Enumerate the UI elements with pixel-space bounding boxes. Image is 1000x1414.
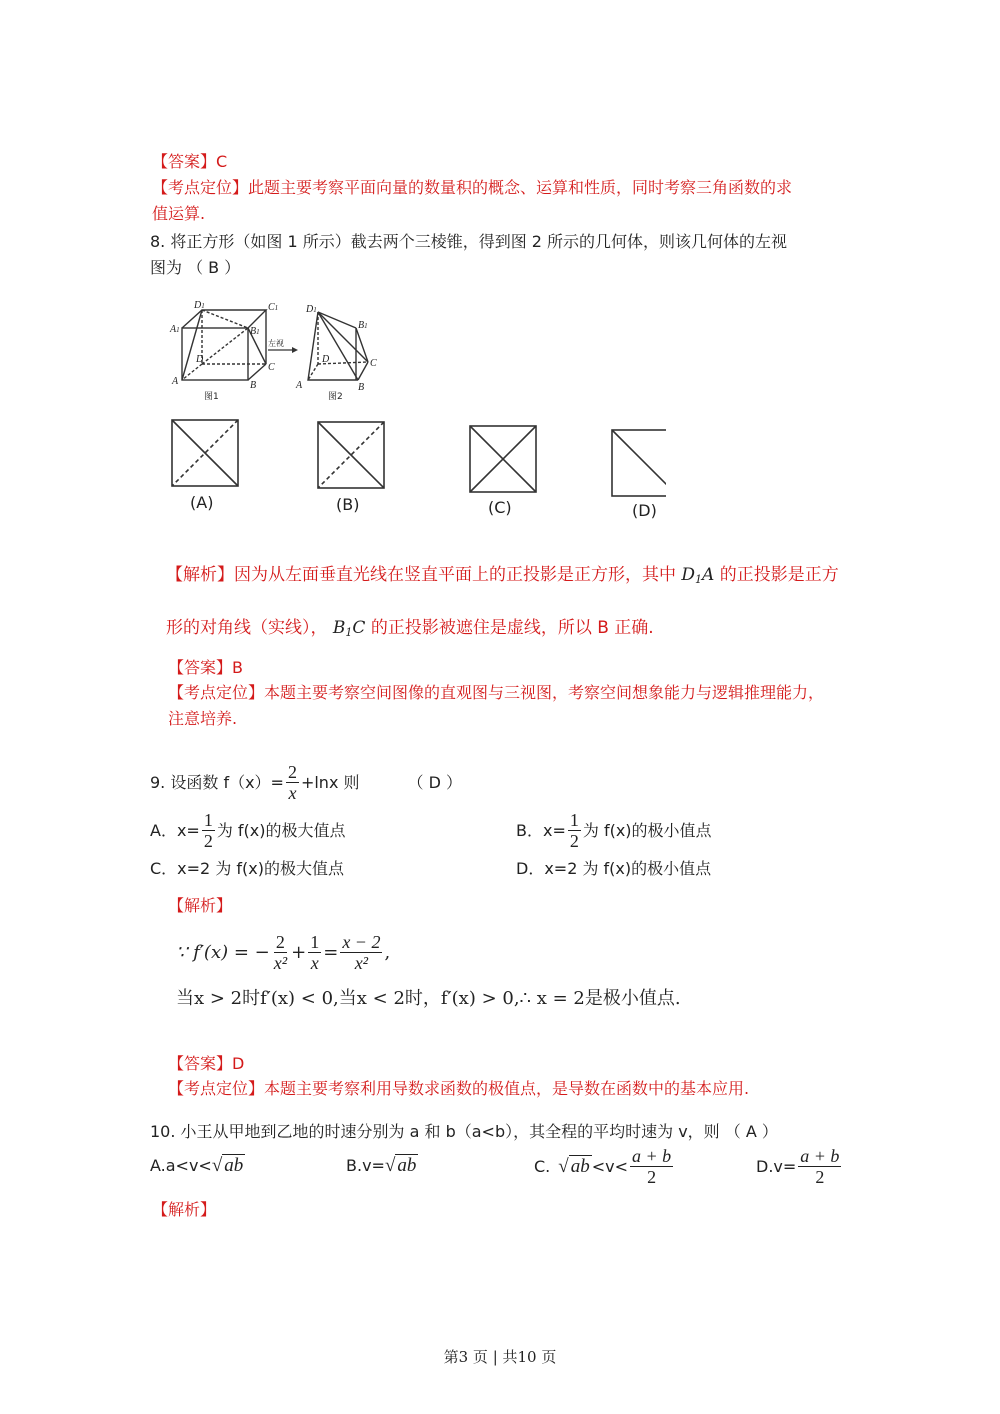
option-a-label: (A) [190,493,214,512]
fig1-cube [182,310,266,380]
page-footer: 第3 页 | 共10 页 [443,1348,557,1366]
segment-d1a: $D_1A$ [681,565,715,586]
q10-option-d: D.v= $\frac{a + b}{2}$ [756,1146,840,1187]
q8-kaodian-line1: 【考点定位】本题主要考察空间图像的直观图与三视图，考察空间想象能力与逻辑推理能力， [168,683,825,702]
q7-answer: 【答案】C [152,152,228,171]
q8-jiexi-2a: 形的对角线（实线）， [166,618,328,638]
arrow-label: 左视 [268,339,284,348]
svg-text:A: A [172,376,179,387]
fig1-caption: 图1 [204,392,219,402]
option-c-label: (C) [488,498,512,517]
q9-stem: 9. 设函数 f（x）= $\frac{2}{x}$ +lnx 则 （ D ） [150,762,463,803]
q7-kaodian-line1: 【考点定位】此题主要考察平面向量的数量积的概念、运算和性质，同时考察三角函数的求 [152,178,793,197]
q9-jiexi-label: 【解析】 [168,896,233,915]
q10-jiexi-label: 【解析】 [152,1200,217,1219]
option-d-square [612,430,666,496]
deriv-fraction-2: $\frac{1}{x}$ [310,932,320,973]
q9-option-b: B．x= $\frac{1}{2}$ 为 f(x)的极小值点 [516,810,712,851]
q9-option-d: D．x=2 为 f(x)的极小值点 [516,859,712,878]
q8-jiexi-line1 [166,562,839,593]
q10-stem: 10. 小王从甲地到乙地的时速分别为 a 和 b（a<b），其全程的平均时速为 v，则 （ A ） [150,1122,778,1141]
fig2-caption: 图2 [328,392,343,402]
sqrt-icon: √ ab [384,1155,417,1176]
sqrt-icon: √ ab [211,1155,244,1176]
q8-jiexi-line2 [166,615,654,646]
q9-answer: 【答案】D [168,1054,245,1073]
svg-text:C: C [370,358,377,369]
q9-option-a-fraction: $\frac{1}{2}$ [203,810,213,851]
option-c-square [470,426,536,492]
q7-kaodian-line2: 值运算. [152,204,206,223]
svg-text:D: D [196,354,204,365]
q8-stem-line1: 8. 将正方形（如图 1 所示）截去两个三棱锥，得到图 2 所示的几何体，则该几何体的左视 [150,232,788,251]
q9-option-c: C．x=2 为 f(x)的极大值点 [150,859,344,878]
q9-derivative: ∵ f′(x) = − $\frac{2}{\text{x²}}$ + $\frac{1}{x}$ = $\frac{x - 2}{\text{x²}}$ , [176,932,391,973]
svg-text:B: B [250,380,257,391]
arrow-head-icon [292,347,298,353]
q9-derivation-line2: 当x > 2时f′(x) < 0,当x < 2时，f′(x) > 0,∴ x = 2是极小值点. [176,988,681,1009]
svg-text:A: A [296,380,303,391]
q8-option-figures [166,416,666,520]
sqrt-icon: √ ab [558,1155,590,1177]
svg-text:B1: B1 [250,326,260,337]
svg-text:D1: D1 [194,300,205,311]
svg-text:D: D [322,354,330,365]
q8-answer: 【答案】B [168,658,243,677]
q8-solid-figures [168,298,388,402]
deriv-fraction-3: $\frac{x - 2}{\text{x²}}$ [342,932,381,973]
q9-option-b-fraction: $\frac{1}{2}$ [569,810,579,851]
q10-option-c-fraction: $\frac{a + b}{2}$ [631,1146,672,1187]
option-b-label: (B) [336,495,360,514]
q9-stem-fraction: $\frac{2}{x}$ [287,762,297,803]
option-d-label: (D) [632,501,657,520]
q8-jiexi-1a: 【解析】因为从左面垂直光线在竖直平面上的正投影是正方形，其中 [166,565,676,585]
q8-jiexi-2b: 的正投影被遮住是虚线，所以 B 正确. [370,618,654,638]
svg-text:C: C [268,362,275,373]
svg-text:C1: C1 [268,302,279,313]
svg-text:D1: D1 [306,304,317,315]
option-a-square [172,420,238,486]
q10-option-c: C. √ ab <v< $\frac{a + b}{2}$ [534,1146,672,1187]
q8-kaodian-line2: 注意培养. [168,709,238,728]
q9-option-a: A．x= $\frac{1}{2}$ 为 f(x)的极大值点 [150,810,346,851]
q8-jiexi-1b: 的正投影是正方 [719,565,839,585]
option-b-square [318,422,384,488]
q8-stem-line2: 图为 （ B ） [150,258,241,277]
segment-b1c: $B_1C$ [332,618,366,639]
q9-kaodian: 【考点定位】本题主要考察利用导数求函数的极值点，是导数在函数中的基本应用. [168,1079,750,1098]
svg-text:B: B [358,382,365,393]
q10-option-a: A.a<v< √ ab [150,1155,244,1176]
q10-option-d-fraction: $\frac{a + b}{2}$ [800,1146,840,1187]
q10-option-b: B.v= √ ab [346,1155,417,1176]
deriv-fraction-1: $\frac{2}{\text{x²}}$ [273,932,288,973]
svg-text:A1: A1 [170,324,180,335]
svg-text:B1: B1 [358,320,368,331]
